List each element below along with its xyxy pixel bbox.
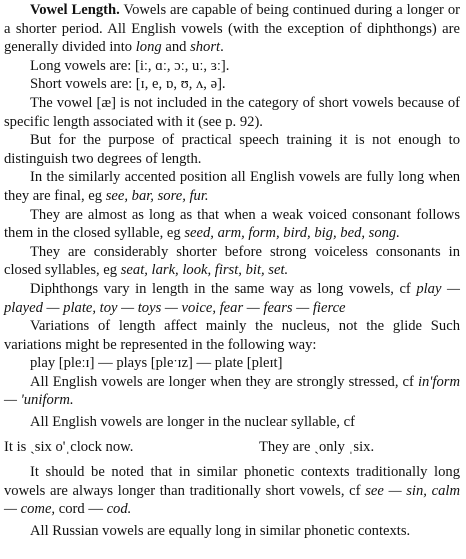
section-heading: Vowel Length. — [30, 2, 120, 18]
intonation-example-right: They are ˎonly ˌsix. — [259, 438, 375, 455]
paragraph-weak-voiced — [4, 206, 460, 243]
paragraph-strongly-stressed — [4, 373, 460, 410]
short-vowels-list: Short vowels are: [ɪ, e, ɒ, ʊ, ʌ, ə]. — [30, 76, 226, 93]
traditional-length-examples: see — sin, calm — come, — [4, 482, 460, 518]
term-long: long — [135, 39, 162, 56]
paragraph-ae-vowel: The vowel [æ] is not included in the category of short vowels because of specific length associated with it (see p. 92). — [4, 94, 460, 130]
paragraph-practical-training: But for the purpose of practical speech training it is not enough to distinguish two degrees of length. — [4, 132, 460, 167]
intonation-example-left: It is ˎsix o'ˌclock now. — [4, 438, 134, 455]
traditional-length-cord: cord — — [58, 501, 103, 518]
traditional-length-text: It should be noted that in similar phonetic contexts traditionally long vowels are always longer than traditionally short vowels, cf — [4, 464, 460, 499]
final-vowels-examples: see, bar, sore, fur. — [105, 187, 209, 204]
paragraph-final-vowels — [4, 168, 460, 205]
paragraph-nucleus-glide: Variations of length affect mainly the nucleus, not the glide Such variations might be represented in the following way: — [4, 318, 460, 353]
weak-voiced-examples: seed, arm, form, bird, big, bed, song. — [184, 225, 400, 242]
transcription-example: play [pleːɪ] — plays [pleˑɪz] — plate [pleɪt] — [30, 355, 283, 372]
intro-and: and — [165, 39, 187, 56]
stressed-text: All English vowels are longer when they are strongly stressed, cf — [30, 373, 414, 390]
strong-voiceless-text: They are considerably shorter before strong voiceless consonants in closed syllables, eg — [4, 243, 460, 279]
term-short: short — [190, 39, 221, 56]
traditional-length-cod: cod. — [106, 501, 132, 518]
intonation-examples — [4, 438, 460, 457]
strong-voiceless-examples: seat, lark, look, first, bit, set. — [120, 262, 289, 279]
paragraph-nuclear-syllable: All English vowels are longer in the nuclear syllable, cf — [30, 414, 356, 431]
final-vowels-text: In the similarly accented position all English vowels are fully long when they are final, eg — [4, 169, 460, 204]
diphthongs-text: Diphthongs vary in length in the same way as long vowels, cf — [30, 280, 411, 297]
weak-voiced-text: They are almost as long as that when a weak voiced consonant follows them in the closed syllable, eg — [4, 206, 460, 242]
paragraph-strong-voiceless — [4, 243, 460, 280]
paragraph-diphthongs — [4, 280, 460, 317]
paragraph-vowel-length-intro: Vowel Length. Vowels are capable of being continued during a longer or a shorter period. All English vowels (with the exception of diphthongs) are generally divided into long and short. — [4, 2, 460, 56]
long-vowels-list: Long vowels are: [iː, ɑː, ɔː, uː, ɜː]. — [30, 57, 230, 74]
intro-text: Vowels are capable of being continued during a longer or a shorter period. All English vowels (with the exception of diphthongs) are generally divided into — [4, 2, 460, 56]
paragraph-traditional-length — [4, 463, 460, 519]
paragraph-russian-vowels: All Russian vowels are equally long in similar phonetic contexts. — [30, 523, 411, 540]
stressed-examples: in'form — 'uniform. — [4, 373, 460, 409]
diphthongs-examples: play — played — plate, toy — toys — voice, fear — fears — fierce — [4, 280, 460, 316]
